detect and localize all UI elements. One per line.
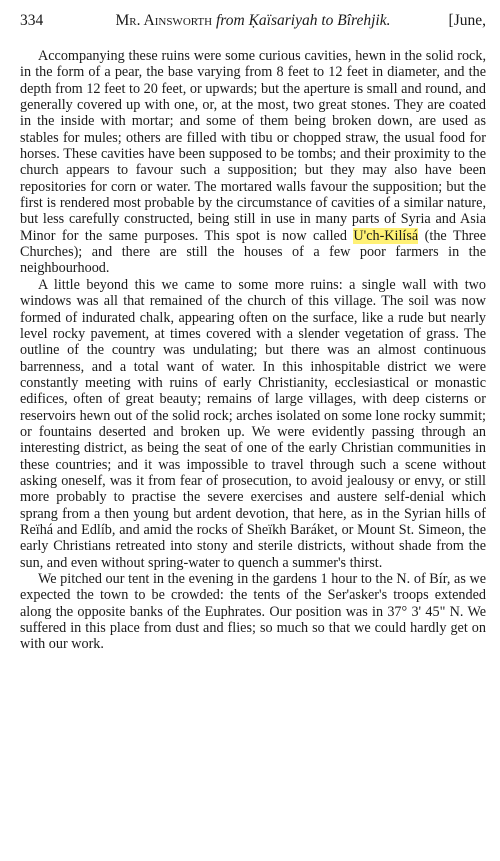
paragraph-cavities [20,48,486,277]
page-number: 334 [20,12,44,29]
paragraph-ruins: A little beyond this we came to some more ruins: a single wall with two windows was all that remained of the church of this village. The soil was now formed of indurated chalk, appearing often on the surface, like a rude but nearly level rocky pavement, at times covered with a slender vegetation of grass. The outline of the country was undulating; but there was an almost continuous barrenness, and a total want of water. In this inhospitable district we were constantly meeting with ruins of early Christianity, ecclesiastical or monastic edifices, often of great beauty; remains of large villages, with deep cisterns or reservoirs hewn out of the solid rock; arches isolated on some lone rocky summit; or fountains deserted and broken up. We were evidently passing through an interesting district, as being the seat of one of the early Christian communities in these countries; and it was impossible to travel through such a scene without asking oneself, was it from fear of prosecution, to avoid jealousy or envy, or still more probably to practise the severe exercises and austere self-denial which sprang from a then young but ardent devotion, that here, as in the Syrian hills of Reïhá and Edlíb, and amid the rocks of Sheïkh Baráket, or Mount St. Simeon, the early Christians retreated into stony and sterile districts, without shade from the sun, and even without spring-water to quench a summer's thirst. [20,276,486,571]
paragraph-text: Accompanying these ruins were some curious cavities, hewn in the solid rock, in the form of a pear, the base varying from 8 feet to 12 feet in diameter, and the depth from 12 feet to 20 feet, or upwards; but the aperture is small and round, and generally covered up with one, or, at the most, two great stones. They are coated in the inside with mortar; and some of them being broken down, are used as stables for mules; others are filled with tibu or chopped straw, the usual food for horses. These cavities have been supposed to be tombs; and their proximity to the church appears to favour such a supposition; but they may also have been repositories for corn or water. The mortared walls favour the supposition; but the first is rendered most probable by the circumstance of cavities of a similar nature, but less carefully constructed, being still in use in many parts of Syria and Asia Minor for the same purposes. This spot is now called [20,48,486,244]
body-text [20,48,486,653]
author-name: Mr. Ainsworth [115,12,213,29]
header-date: [June, [448,12,486,29]
running-title [78,12,428,30]
paragraph-text: (the Three Churches); and there are still the houses of a few poor farmers in the neighbourhood. [20,227,486,277]
route-title: from Ḳaïsariyah to Bîrehjik. [215,12,391,29]
highlighted-place-name[interactable]: U'ch-Kilísá [353,227,419,244]
paragraph-tent: We pitched our tent in the evening in the gardens 1 hour to the N. of Bír, as we expected the town to be crowded: the tents of the Ser'asker's troops extended along the opposite banks of the Euphrates. Our position was in 37° 3' 45" N. We suffered in this place from dust and flies; so much so that we could hardly get on with our work. [20,571,486,653]
running-header [20,12,486,32]
